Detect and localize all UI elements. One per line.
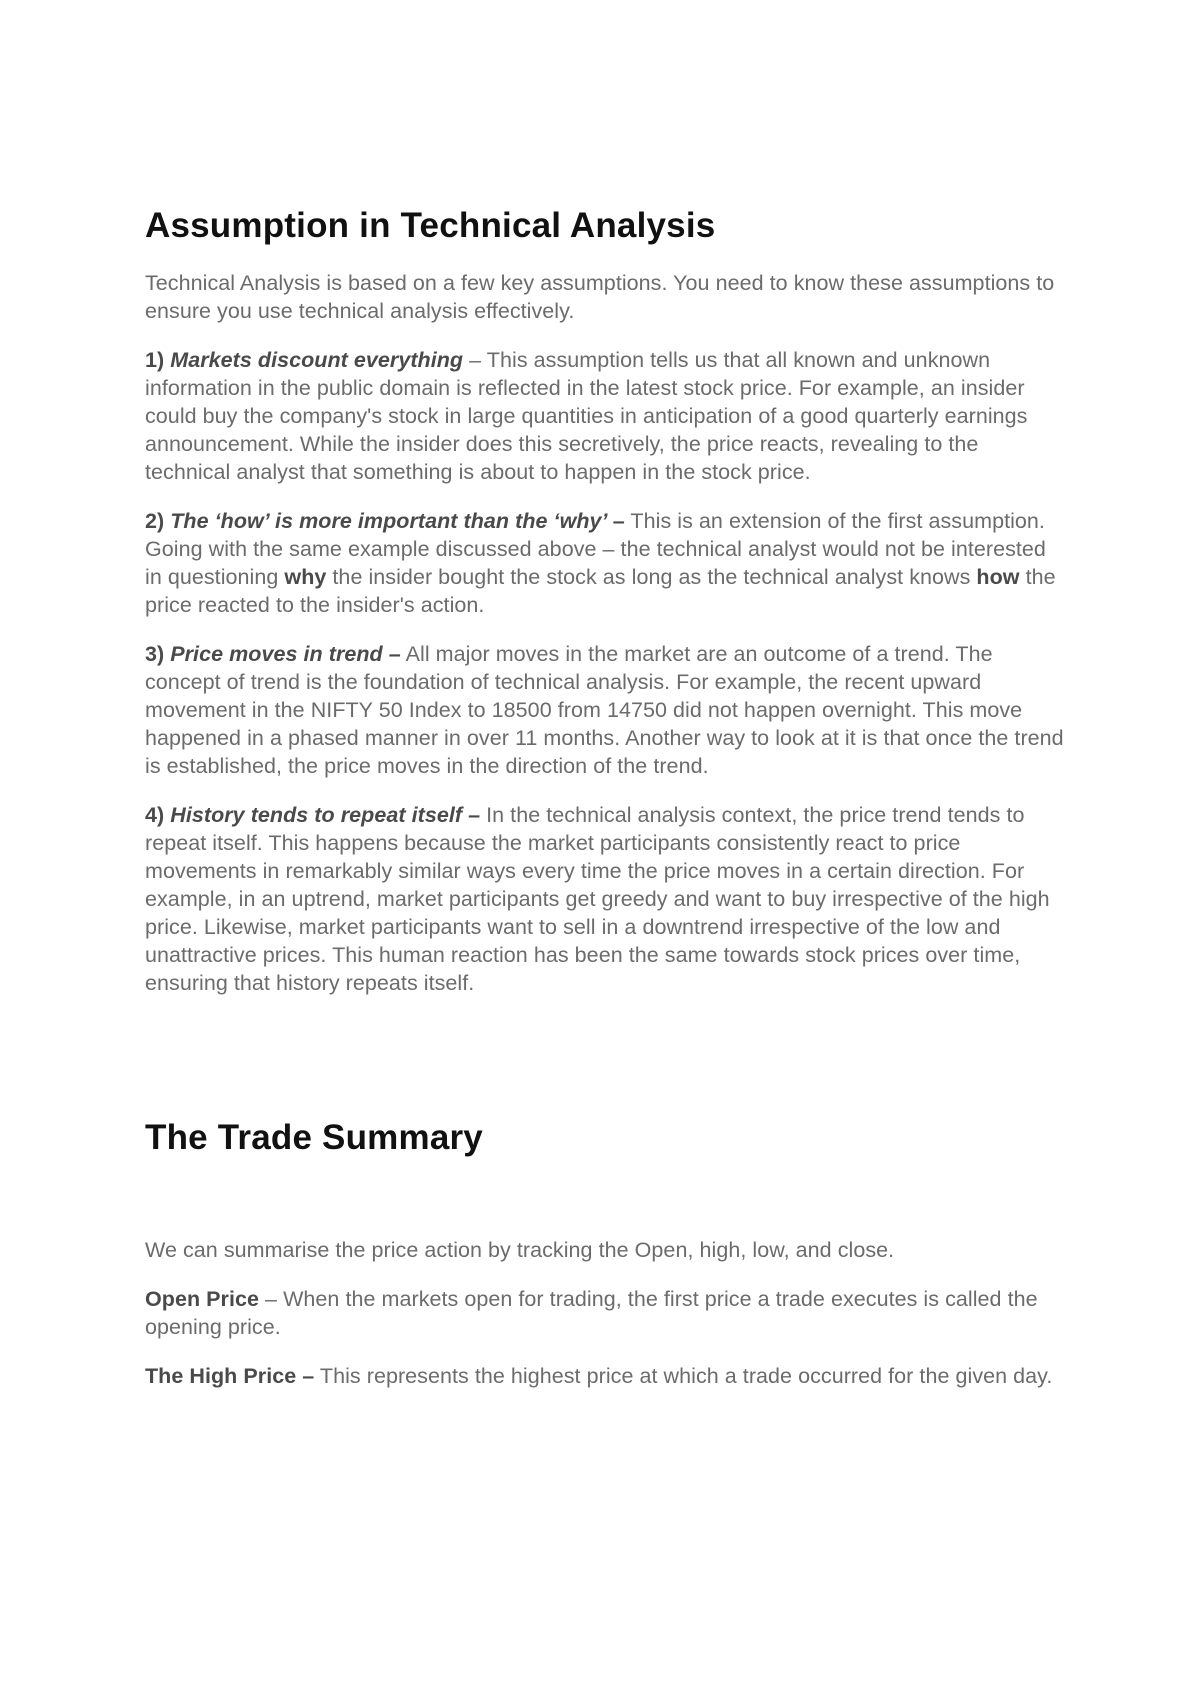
open-price-label: Open Price xyxy=(145,1287,260,1311)
open-price-text: – When the markets open for trading, the first price a trade executes is called the opening price. xyxy=(145,1287,1038,1339)
document-content xyxy=(145,200,1065,1390)
assumptions-intro: Technical Analysis is based on a few key assumptions. You need to know these assumptions to ensure you use technical analysis effectively. xyxy=(145,271,1055,323)
section-title-assumptions: Assumption in Technical Analysis xyxy=(145,206,716,245)
item-text: the insider bought the stock as long as the technical analyst knows xyxy=(326,565,977,589)
section-title-trade-summary: The Trade Summary xyxy=(145,1118,483,1157)
high-price-text: This represents the highest price at which a trade occurred for the given day. xyxy=(314,1364,1053,1388)
assumption-item-1 xyxy=(145,346,1065,486)
assumption-item-3 xyxy=(145,640,1065,780)
emphasis-why: why xyxy=(284,565,327,589)
assumption-item-2 xyxy=(145,507,1065,619)
item-text: All major moves in the market are an outcome of a trend. The concept of trend is the foundation of technical analysis. For example, the recent upward movement in the NIFTY 50 Index to 18500 from 14750 did not happen overnight. This move happened in a phased manner in over 11 months. Another way to look at it is that once the trend is established, the price moves in the direction of the trend. xyxy=(145,642,1064,778)
item-number: 3) xyxy=(145,642,165,666)
item-text: This is an extension of the first assumption. Going with the same example discussed above – the technical analyst would not be interested in questioning xyxy=(145,509,1046,589)
assumption-item-4 xyxy=(145,801,1065,997)
high-price-label: The High Price – xyxy=(145,1364,315,1388)
high-price-definition xyxy=(145,1362,1065,1390)
item-text: This assumption tells us that all known and unknown information in the public domain is reflected in the latest stock price. For example, an insider could buy the company's stock in large quantities in anticipation of a good quarterly earnings announcement. While the insider does this secretively, the price reacts, revealing to the technical analyst that something is about to happen in the stock price. xyxy=(145,348,1028,484)
item-separator: – xyxy=(463,348,487,372)
open-price-definition xyxy=(145,1285,1065,1341)
item-number: 4) xyxy=(145,803,165,827)
item-number: 1) xyxy=(145,348,165,372)
trade-summary-intro: We can summarise the price action by tracking the Open, high, low, and close. xyxy=(145,1238,895,1262)
item-heading: Markets discount everything xyxy=(170,348,464,372)
item-heading: Price moves in trend – xyxy=(170,642,401,666)
item-heading: The ‘how’ is more important than the ‘why’ – xyxy=(170,509,625,533)
item-heading: History tends to repeat itself – xyxy=(170,803,481,827)
item-text: In the technical analysis context, the price trend tends to repeat itself. This happens because the market participants consistently react to price movements in remarkably similar ways every time the price moves in a certain direction. For example, in an uptrend, market participants get greedy and want to buy irrespective of the high price. Likewise, market participants want to sell in a downtrend irrespective of the low and unattractive prices. This human reaction has been the same towards stock prices over time, ensuring that history repeats itself. xyxy=(145,803,1050,995)
emphasis-how: how xyxy=(976,565,1020,589)
item-number: 2) xyxy=(145,509,165,533)
item-text: the price reacted to the insider's action. xyxy=(145,565,1056,617)
